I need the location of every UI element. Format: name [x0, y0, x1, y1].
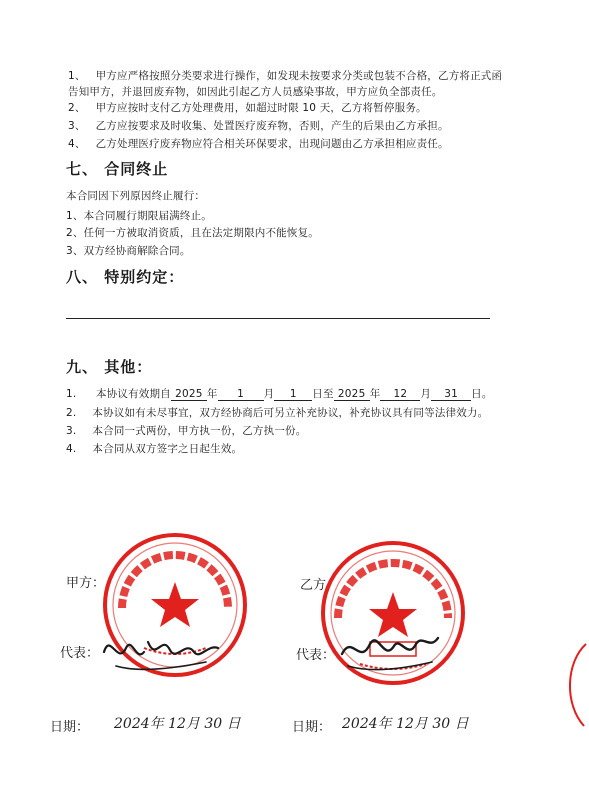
date-a-handwritten: 2024年 12月 30 日: [114, 716, 241, 732]
signature-a-underline: [116, 662, 206, 669]
clause-3: 3、 乙方应按要求及时收集、处置医疗废弃物，否则，产生的后果由乙方承担。: [68, 120, 449, 132]
clause-1-cont: 告知甲方，并退回废弃物，如因此引起乙方人员感染事故，甲方应负全部责任。: [68, 86, 443, 98]
section-7-item-3: 3、双方经协商解除合同。: [66, 245, 191, 257]
party-b-label: 乙方：: [300, 578, 340, 593]
end-year-field: 2025: [334, 388, 370, 401]
signature-a-stroke: [104, 642, 218, 654]
clause-4: 4、 乙方处理医疗废弃物应符合相关环保要求，出现问题由乙方承担相应责任。: [68, 138, 449, 150]
start-month-field: 1: [218, 388, 264, 401]
section-9-item-4: 4. 本合同从双方签字之日起生效。: [66, 443, 243, 455]
section-9-item-2: 2. 本协议如有未尽事宜，双方经协商后可另立补充协议，补充协议具有同等法律效力。: [66, 407, 489, 419]
end-day-field: 31: [431, 388, 471, 401]
section-9-item-3: 3. 本合同一式两份，甲方执一份，乙方执一份。: [66, 425, 307, 437]
section-9-item-1: 1. 本协议有效期自 2025 年 1 月 1 日至 2025 年 12 月 31 日。: [66, 388, 493, 400]
section-7-intro: 本合同因下列原因终止履行：: [66, 190, 206, 202]
end-month-field: 12: [380, 388, 420, 401]
special-terms-blank-line: [66, 318, 490, 319]
seal-a-star-icon: [151, 582, 199, 627]
date-b-handwritten: 2024年 12月 30 日: [342, 716, 469, 732]
rep-a-label: 代表：: [60, 646, 100, 661]
edge-seal-fragment: [560, 640, 589, 730]
party-a-label: 甲方：: [66, 576, 106, 591]
clause-2: 2、 甲方应按时支付乙方处理费用，如超过时限 10 天，乙方将暂停服务。: [68, 102, 427, 114]
section-7-item-1: 1、本合同履行期限届满终止。: [66, 210, 212, 222]
rep-b-label: 代表：: [296, 648, 336, 663]
signature-b-underline: [348, 662, 432, 669]
start-day-field: 1: [274, 388, 312, 401]
date-a-label: 日期：: [50, 720, 90, 735]
clause-1: 1、 甲方应严格按照分类要求进行操作，如发现未按要求分类或包装不合格，乙方将正式函: [68, 70, 503, 82]
section-8-heading: 八、 特别约定：: [66, 268, 185, 286]
section-7-heading: 七、 合同终止: [66, 160, 169, 178]
party-a-signature: [96, 622, 226, 682]
party-b-signature: [334, 620, 444, 680]
edge-seal-arc: [570, 644, 586, 726]
section-9-heading: 九、 其他：: [66, 358, 153, 376]
date-b-label: 日期：: [292, 720, 332, 735]
signature-b-stroke: [342, 638, 438, 654]
start-year-field: 2025: [171, 388, 207, 401]
section-7-item-2: 2、任何一方被取消资质，且在法定期限内不能恢复。: [66, 227, 319, 239]
